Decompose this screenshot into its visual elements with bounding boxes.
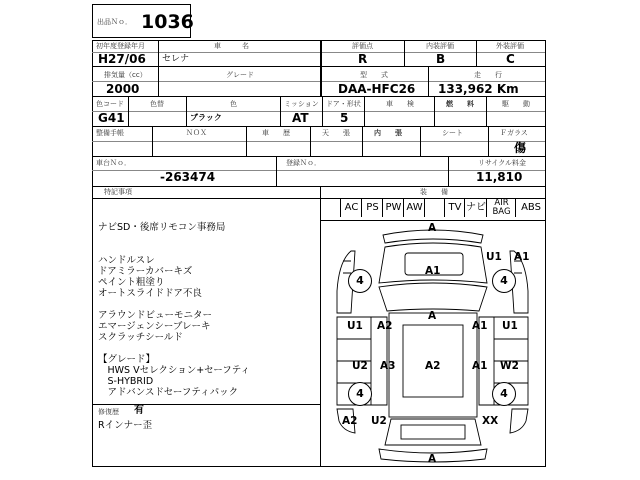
rear-hatch-outline [385,419,481,445]
chassis-label: 車台Ｎｏ． [96,159,131,167]
mark-hood: A1 [425,265,441,277]
notes-header: 特記事項 [104,188,132,196]
seat-label: シート [442,129,463,137]
mark-right-door-w: W2 [500,360,519,372]
equip-tv: TV [444,199,465,217]
repair-label: 修復歴 [98,408,119,416]
inspection-label: 車 検 [386,100,414,108]
displacement-label: 排気量（cc） [104,71,147,79]
chassis-value: -263474 [160,170,216,184]
transmission-label: ミッション [284,100,319,108]
mileage-label: 走 行 [474,71,502,79]
note-line: ハンドルスレ [98,255,155,266]
mark-right-pillar-a: A1 [472,320,488,332]
mark-cabin: A2 [425,360,441,372]
lot-box [92,4,194,38]
note-line [98,244,318,255]
score-label: 評価点 [352,42,373,50]
year-label: 初年度登録年月 [96,42,145,50]
note-line: ドアミラーカバーキズ [98,266,193,277]
mark-rear-right: XX [482,415,499,427]
mark-rear-left-a: A2 [342,415,358,427]
colortype-label: 色替 [150,100,164,108]
notes-list [98,222,318,398]
mark-front-right-a: A1 [514,251,530,263]
exterior-label: 外装評価 [496,42,524,50]
mark-front-right-u: U1 [486,251,502,263]
lot-number: 1036 [141,11,194,33]
colorcode-value: G41 [98,111,125,125]
equip-pw: PW [382,199,404,217]
equipment-header: 装 備 [420,188,448,196]
displacement-value: 2000 [106,82,140,96]
registration-label: 登録Ｎｏ． [286,159,321,167]
doors-label: ドア・形状 [326,100,361,108]
note-line [98,299,318,310]
note-line: 【グレード】 [98,354,156,365]
tire-rear-right: 4 [492,382,516,406]
colorcode-label: 色コード [96,100,124,108]
mark-rear: A [428,453,437,465]
equip-abs: ABS [515,199,546,217]
equip-aw: AW [403,199,425,217]
tire-front-left: 4 [348,269,372,293]
note-line: エマージェンシーブレーキ [98,321,211,332]
tire-front-right: 4 [492,269,516,293]
note-line: ナビSD・後席リモコン事務局 [98,222,226,233]
nox-label: ＮＯＸ [186,129,207,137]
mark-right-pillar-u: U1 [502,320,518,332]
hood-outline [379,243,487,283]
grade-label: グレード [226,71,254,79]
fuel-label: 燃 料 [446,100,474,108]
equip-blank [424,199,445,217]
note-line: ペイント粗塗り [98,277,165,288]
note-line: HWS Vセレクション+セーフティ [98,365,251,376]
mileage-value: 133,962 Km [438,82,519,96]
score-value: R [358,52,368,66]
history-label: 車 歴 [262,129,290,137]
name-label: 車 名 [214,42,249,50]
glass-label: Ｆガラス [500,129,528,137]
mark-left-pillar-a: A2 [377,320,393,332]
mark-front: A [428,222,437,234]
note-line: S-HYBRID [98,376,154,387]
mark-left-door-u: U2 [352,360,368,372]
tire-rear-left: 4 [348,382,372,406]
recycle-label: リサイクル料金 [478,159,527,167]
glass-value: 傷 [514,141,527,155]
lot-label: 出品Ｎｏ． [97,18,132,26]
model-label: 型 式 [360,71,388,79]
mark-right-door-a: A1 [472,360,488,372]
manual-label: 整備手帳 [96,129,124,137]
windshield-outline [379,283,487,311]
right-rear-side-outline [510,409,528,433]
equip-airbag: AIR BAG [486,199,516,217]
note-line: スクラッチシールド [98,332,183,343]
interior-value: B [436,52,446,66]
drive-label: 駆 動 [502,100,530,108]
model-value: DAA-HFC26 [338,82,416,96]
name-value: セレナ [162,54,190,64]
car-diagram [321,221,544,465]
exterior-value: C [506,52,515,66]
mark-rear-left-u: U2 [371,415,387,427]
note-line [98,233,318,244]
doors-value: 5 [340,111,349,125]
color-value: ブラック [190,113,222,122]
repair-note: Rインナー歪 [98,420,153,431]
note-line: オートスライドドア不良 [98,288,202,299]
mark-left-door-a: A3 [380,360,396,372]
mark-roof: A [428,310,437,322]
note-line [98,343,318,354]
equipment-row [320,199,545,220]
transmission-value: AT [292,111,309,125]
repair-value: 有 [134,405,144,416]
roof-lining-label: 天 張 [322,129,350,137]
interior-label: 内装評価 [426,42,454,50]
color-label: 色 [230,100,237,108]
note-line: アラウンドビューモニター [98,310,213,321]
mark-left-pillar-u: U1 [347,320,363,332]
equip-ac: AC [340,199,362,217]
recycle-value: 11,810 [476,170,523,184]
year-value: H27/06 [98,52,146,66]
inner-lining-label: 内 張 [374,129,402,137]
equip-navi: ナビ [464,199,487,217]
note-line: アドバンスドセーフティパック [98,387,239,398]
equip-ps: PS [361,199,383,217]
